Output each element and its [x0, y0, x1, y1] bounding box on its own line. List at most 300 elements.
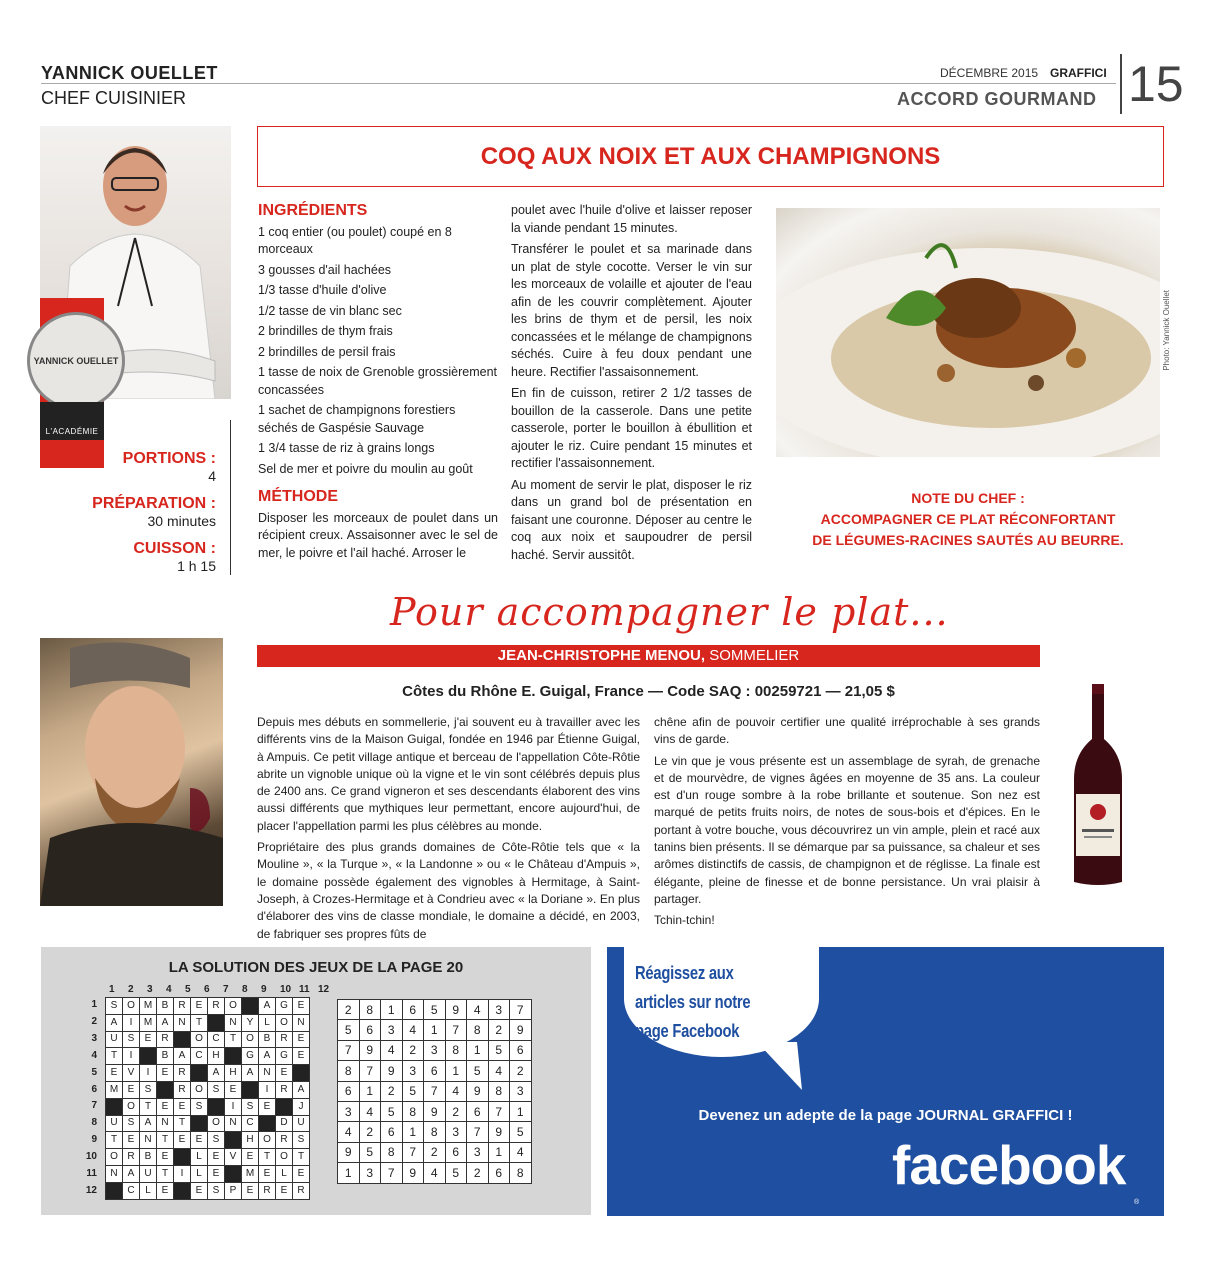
header-divider [41, 83, 1116, 84]
sudoku-cell: 1 [445, 1061, 467, 1081]
sudoku-cell: 1 [402, 1122, 424, 1142]
ingredient-item: 1/3 tasse d'huile d'olive [258, 283, 387, 297]
crossword-cell: G [276, 998, 293, 1015]
publication-name: GRAFFICI [1050, 66, 1107, 80]
crossword-cell: R [174, 998, 191, 1015]
crossword-cell: O [276, 1149, 293, 1166]
crossword-cell: C [191, 1048, 208, 1065]
crossword-cell: R [293, 1182, 310, 1199]
page-number: 15 [1120, 54, 1184, 114]
crossword-cell: A [242, 1065, 259, 1082]
crossword-block [208, 1098, 225, 1115]
wine-paragraph: Depuis mes débuts en sommellerie, j'ai souvent eu à travailler avec les différents vins de la Maison Guigal, fondée en 1946 par Étienne Guigal, à Ampuis. Ce petit village antique et berceau de l'appellation Côte-Rôtie abrite un vignoble unique où la vigne et le vin sont célébrés depuis plus de 2400 ans. Ce grand vigneron et ses descendants élaborent des vins aussi différents que mythiques leur permettant, encore aujourd'hui, de placer l'appellation parmi les plus célèbres au monde. [257, 715, 640, 833]
crossword-cell: O [123, 1098, 140, 1115]
sudoku-cell: 4 [445, 1081, 467, 1101]
crossword-cell: E [191, 998, 208, 1015]
crossword-cell: I [259, 1081, 276, 1098]
crossword-cell: N [293, 1014, 310, 1031]
crossword-cell: S [106, 998, 123, 1015]
crossword-cell: E [157, 1065, 174, 1082]
sudoku-cell: 5 [359, 1142, 381, 1162]
sudoku-cell: 7 [338, 1040, 360, 1060]
crossword-cell: S [123, 1031, 140, 1048]
facebook-question-line: Réagissez aux [635, 963, 734, 983]
sommelier-role: SOMMELIER [705, 647, 800, 664]
author-name: YANNICK OUELLET [41, 63, 218, 83]
crossword-cell: V [225, 1149, 242, 1166]
crossword-cell: U [293, 1115, 310, 1132]
ingredient-item: Sel de mer et poivre du moulin au goût [258, 461, 473, 476]
crossword-cell: E [276, 1182, 293, 1199]
prep-label: PRÉPARATION : [92, 495, 216, 512]
crossword-cell: R [276, 1031, 293, 1048]
sudoku-cell: 5 [467, 1061, 489, 1081]
crossword-cell: L [259, 1014, 276, 1031]
crossword-cell: E [157, 1182, 174, 1199]
sudoku-cell: 7 [359, 1061, 381, 1081]
sudoku-cell: 3 [359, 1163, 381, 1183]
crossword-row-number: 4 [91, 1049, 97, 1061]
crossword-cell: A [123, 1165, 140, 1182]
crossword-cell: R [174, 1065, 191, 1082]
dish-photo [776, 208, 1160, 457]
crossword-row-number: 11 [86, 1168, 97, 1179]
crossword-cell: R [174, 1081, 191, 1098]
crossword-cell: E [123, 1081, 140, 1098]
crossword-cell: S [140, 1081, 157, 1098]
crossword-block [140, 1048, 157, 1065]
crossword-cell: S [191, 1098, 208, 1115]
sudoku-cell: 1 [359, 1081, 381, 1101]
crossword-cell: D [276, 1115, 293, 1132]
crossword-cell: M [242, 1165, 259, 1182]
crossword-cell: P [225, 1182, 242, 1199]
crossword-block [174, 1031, 191, 1048]
crossword-row-number: 6 [91, 1083, 97, 1095]
facebook-cta[interactable]: Devenez un adepte de la page JOURNAL GRAFFICI ! [698, 1107, 1073, 1124]
crossword-block [225, 1132, 242, 1149]
prep-value: 30 minutes [147, 513, 216, 529]
crossword-cell: C [242, 1115, 259, 1132]
crossword-cell: E [242, 1182, 259, 1199]
crossword-row-number: 7 [91, 1100, 97, 1112]
crossword-cell: S [242, 1098, 259, 1115]
sudoku-cell: 3 [402, 1061, 424, 1081]
sudoku-cell: 7 [402, 1142, 424, 1162]
crossword-block [259, 1115, 276, 1132]
crossword-cell: Y [242, 1014, 259, 1031]
crossword-cell: E [174, 1098, 191, 1115]
crossword-cell: I [174, 1165, 191, 1182]
crossword-cell: E [174, 1132, 191, 1149]
crossword-block [174, 1182, 191, 1199]
crossword-cell: O [106, 1149, 123, 1166]
recipe-title: COQ AUX NOIX ET AUX CHAMPIGNONS [257, 126, 1164, 187]
sudoku-cell: 9 [359, 1040, 381, 1060]
crossword-cell: O [191, 1081, 208, 1098]
crossword-cell: E [293, 998, 310, 1015]
crossword-cell: S [123, 1115, 140, 1132]
chef-badge-logo: YANNICK OUELLET [27, 312, 125, 410]
crossword-cell: A [293, 1081, 310, 1098]
method-paragraph: Transférer le poulet et sa marinade dans un plat de style cocotte. Verser le vin sur les morceaux de volaille et ajouter de l'eau afin de les couvrir complètement. Ajouter les brins de thym et de persil, les noix concassées et le mélange de champignons séchés. Cuire à feu doux pendant une heure. Rectifier l'assaisonnement. [511, 242, 752, 379]
wine-column-2 [654, 714, 1040, 934]
sommelier-photo [40, 638, 223, 906]
photo-credit: Photo: Yannick Ouellet [1162, 290, 1171, 371]
sudoku-cell: 6 [402, 1000, 424, 1020]
crossword-cell: T [293, 1149, 310, 1166]
chef-note-line: ACCOMPAGNER CE PLAT RÉCONFORTANT [820, 511, 1116, 527]
sudoku-cell: 6 [510, 1040, 532, 1060]
sudoku-cell: 3 [381, 1020, 403, 1040]
ingredients-heading: INGRÉDIENTS [258, 202, 368, 219]
crossword-cell: I [123, 1048, 140, 1065]
crossword-cell: E [242, 1149, 259, 1166]
sudoku-cell: 9 [402, 1163, 424, 1183]
crossword-cell: E [123, 1132, 140, 1149]
crossword-block [293, 1065, 310, 1082]
crossword-cell: E [225, 1081, 242, 1098]
crossword-cell: H [242, 1132, 259, 1149]
crossword-column-number: 1 [109, 984, 115, 995]
sudoku-cell: 4 [381, 1040, 403, 1060]
facebook-ad[interactable] [607, 947, 1164, 1216]
crossword-row-number: 8 [91, 1117, 97, 1129]
crossword-cell: B [259, 1031, 276, 1048]
crossword-cell: U [106, 1115, 123, 1132]
crossword-cell: A [208, 1065, 225, 1082]
crossword-cell: S [208, 1081, 225, 1098]
crossword-cell: L [191, 1165, 208, 1182]
sudoku-cell: 1 [510, 1101, 532, 1121]
chef-note-line: DE LÉGUMES-RACINES SAUTÉS AU BEURRE. [812, 532, 1124, 548]
ingredient-item: 1/2 tasse de vin blanc sec [258, 303, 402, 318]
crossword-cell: T [106, 1048, 123, 1065]
crossword-cell: H [208, 1048, 225, 1065]
crossword-cell: O [191, 1031, 208, 1048]
ingredient-item: 1 tasse de noix de Grenoble grossièrement concassées [258, 365, 498, 397]
crossword-column-number: 11 [299, 984, 310, 995]
crossword-cell: G [276, 1048, 293, 1065]
crossword-cell: V [123, 1065, 140, 1082]
method-heading: MÉTHODE [258, 488, 338, 505]
crossword-column-number: 6 [204, 984, 210, 995]
chef-note-line: NOTE DU CHEF : [911, 490, 1025, 506]
facebook-question [635, 959, 750, 1046]
crossword-cell: T [174, 1115, 191, 1132]
sudoku-cell: 5 [338, 1020, 360, 1040]
sudoku-cell: 8 [445, 1040, 467, 1060]
crossword-cell: N [157, 1115, 174, 1132]
sudoku-cell: 1 [381, 1000, 403, 1020]
crossword-cell: T [106, 1132, 123, 1149]
crossword-column-number: 8 [242, 984, 248, 995]
portions-value: 4 [208, 468, 216, 484]
cook-label: CUISSON : [133, 540, 216, 557]
sudoku-cell: 2 [488, 1020, 510, 1040]
sudoku-cell: 8 [338, 1061, 360, 1081]
sudoku-cell: 9 [467, 1081, 489, 1101]
ingredient-item: 2 brindilles de persil frais [258, 344, 396, 359]
method-paragraph: poulet avec l'huile d'olive et laisser reposer la viande pendant 15 minutes. [511, 203, 752, 235]
sudoku-cell: 5 [381, 1101, 403, 1121]
sudoku-cell: 2 [424, 1142, 446, 1162]
ingredient-item: 1 sachet de champignons forestiers séchés de Gaspésie Sauvage [258, 403, 456, 435]
crossword-block [242, 1081, 259, 1098]
crossword-cell: T [157, 1132, 174, 1149]
meta-divider [230, 420, 231, 575]
crossword-cell: R [208, 998, 225, 1015]
crossword-row-number: 5 [91, 1066, 97, 1078]
crossword-cell: E [259, 1165, 276, 1182]
crossword-cell: J [293, 1098, 310, 1115]
sudoku-cell: 1 [488, 1142, 510, 1162]
crossword-cell: M [106, 1081, 123, 1098]
method-paragraph: Disposer les morceaux de poulet dans un récipient creux. Assaisonner avec le sel de mer, le poivre et l'ail haché. Arroser le [258, 510, 498, 560]
crossword-cell: O [123, 998, 140, 1015]
crossword-cell: A [259, 998, 276, 1015]
section-title: ACCORD GOURMAND [897, 89, 1097, 109]
crossword-block [191, 1065, 208, 1082]
crossword-cell: A [259, 1048, 276, 1065]
crossword-cell: I [225, 1098, 242, 1115]
crossword-column-number: 2 [128, 984, 134, 995]
crossword-cell: R [123, 1149, 140, 1166]
sudoku-cell: 9 [488, 1122, 510, 1142]
games-solution-panel [41, 947, 591, 1215]
sudoku-cell: 4 [424, 1163, 446, 1183]
wine-product-line: Côtes du Rhône E. Guigal, France — Code SAQ : 00259721 — 21,05 $ [402, 683, 895, 700]
crossword-cell: U [106, 1031, 123, 1048]
ingredient-item: 3 gousses d'ail hachées [258, 262, 392, 277]
sudoku-cell: 2 [467, 1163, 489, 1183]
crossword-cell: G [242, 1048, 259, 1065]
crossword-cell: R [276, 1132, 293, 1149]
games-title: LA SOLUTION DES JEUX DE LA PAGE 20 [168, 959, 464, 976]
sudoku-cell: 2 [510, 1061, 532, 1081]
sudoku-cell: 8 [424, 1122, 446, 1142]
facebook-question-line: page Facebook [635, 1021, 740, 1041]
crossword-cell: N [225, 1115, 242, 1132]
sommelier-name: JEAN-CHRISTOPHE MENOU, [497, 647, 706, 664]
crossword-cell: T [259, 1149, 276, 1166]
crossword-cell: E [208, 1165, 225, 1182]
sudoku-cell: 5 [510, 1122, 532, 1142]
crossword-cell: E [191, 1182, 208, 1199]
sommelier-bar [257, 645, 1040, 667]
crossword-column-number: 3 [147, 984, 153, 995]
crossword-cell: A [157, 1014, 174, 1031]
chef-note [776, 488, 1160, 551]
crossword-cell: L [140, 1182, 157, 1199]
crossword-cell: E [259, 1098, 276, 1115]
crossword-cell: O [242, 1031, 259, 1048]
ingredient-item: 1 3/4 tasse de riz à grains longs [258, 441, 435, 455]
sudoku-cell: 6 [424, 1061, 446, 1081]
sudoku-cell: 1 [338, 1163, 360, 1183]
method-paragraph: En fin de cuisson, retirer 2 1/2 tasses de bouillon de la casserole. Dans une petite casserole, porter le bouillon à ébullition et ajouter le riz. Cuire pendant 15 minutes et rectifier l'assaisonnement. [511, 386, 752, 470]
crossword-cell: L [276, 1165, 293, 1182]
sudoku-cell: 4 [359, 1101, 381, 1121]
crossword-row-number: 12 [85, 1184, 97, 1196]
ingredient-item: 2 brindilles de thym frais [258, 324, 393, 338]
crossword-cell: N [140, 1132, 157, 1149]
crossword-cell: C [208, 1031, 225, 1048]
sudoku-cell: 6 [338, 1081, 360, 1101]
sudoku-cell: 2 [402, 1040, 424, 1060]
crossword-cell: O [276, 1014, 293, 1031]
crossword-cell: R [276, 1081, 293, 1098]
crossword-column-number: 4 [166, 984, 172, 995]
crossword-grid [105, 997, 310, 1200]
crossword-cell: O [225, 998, 242, 1015]
sudoku-cell: 3 [510, 1081, 532, 1101]
sudoku-cell: 5 [402, 1081, 424, 1101]
wine-paragraph: chêne afin de pouvoir certifier une qualité irréprochable à ses grands vins de garde. [654, 715, 1040, 747]
sudoku-cell: 2 [381, 1081, 403, 1101]
crossword-cell: A [106, 1014, 123, 1031]
crossword-cell: E [293, 1165, 310, 1182]
sudoku-cell: 4 [402, 1020, 424, 1040]
sudoku-cell: 9 [510, 1020, 532, 1040]
sudoku-cell: 8 [467, 1020, 489, 1040]
crossword-cell: O [208, 1115, 225, 1132]
crossword-cell: B [140, 1149, 157, 1166]
crossword-cell: U [140, 1165, 157, 1182]
crossword-column-number: 12 [318, 984, 330, 995]
crossword-cell: N [225, 1014, 242, 1031]
sudoku-cell: 2 [359, 1122, 381, 1142]
crossword-cell: M [140, 998, 157, 1015]
sudoku-cell: 7 [381, 1163, 403, 1183]
crossword-column-number: 9 [261, 984, 267, 995]
facebook-question-line: articles sur notre [635, 992, 751, 1012]
crossword-cell: E [191, 1132, 208, 1149]
sudoku-cell: 3 [338, 1101, 360, 1121]
sudoku-cell: 9 [445, 1000, 467, 1020]
sudoku-cell: 6 [467, 1101, 489, 1121]
crossword-block [225, 1048, 242, 1065]
issue-date: DÉCEMBRE 2015 [940, 66, 1039, 80]
crossword-cell: T [157, 1165, 174, 1182]
wine-section-title: Pour accompagner le plat... [390, 590, 949, 634]
crossword-column-number: 10 [280, 984, 292, 995]
ingredient-item: 1 coq entier (ou poulet) coupé en 8 morceaux [258, 224, 452, 256]
crossword-cell: N [259, 1065, 276, 1082]
crossword-row-number: 2 [91, 1015, 97, 1027]
sudoku-cell: 7 [510, 1000, 532, 1020]
crossword-cell: R [259, 1182, 276, 1199]
crossword-cell: B [157, 1048, 174, 1065]
crossword-row-number: 1 [91, 999, 97, 1010]
sudoku-cell: 6 [445, 1142, 467, 1162]
bubble-tail-icon [747, 1042, 807, 1092]
sudoku-cell: 3 [488, 1000, 510, 1020]
crossword-cell: T [191, 1014, 208, 1031]
wine-column-1 [257, 714, 640, 947]
sudoku-cell: 2 [338, 1000, 360, 1020]
facebook-logo[interactable]: facebook [892, 1134, 1126, 1196]
crossword-block [106, 1098, 123, 1115]
crossword-cell: S [208, 1132, 225, 1149]
sudoku-cell: 5 [445, 1163, 467, 1183]
crossword-column-number: 5 [185, 984, 191, 995]
crossword-cell: R [157, 1031, 174, 1048]
crossword-cell: N [174, 1014, 191, 1031]
sudoku-cell: 8 [359, 1000, 381, 1020]
crossword-cell: E [106, 1065, 123, 1082]
crossword-cell: I [123, 1014, 140, 1031]
sudoku-cell: 3 [424, 1040, 446, 1060]
sudoku-cell: 3 [445, 1122, 467, 1142]
crossword-cell: S [293, 1132, 310, 1149]
sudoku-cell: 6 [359, 1020, 381, 1040]
sudoku-cell: 1 [467, 1040, 489, 1060]
crossword-block [191, 1115, 208, 1132]
crossword-block [208, 1014, 225, 1031]
wine-bottle-icon [1070, 684, 1126, 886]
sudoku-cell: 8 [510, 1163, 532, 1183]
sudoku-cell: 9 [381, 1061, 403, 1081]
sudoku-cell: 1 [424, 1020, 446, 1040]
crossword-cell: E [208, 1149, 225, 1166]
sudoku-cell: 7 [424, 1081, 446, 1101]
sudoku-cell: 4 [488, 1061, 510, 1081]
crossword-row-number: 9 [91, 1134, 97, 1146]
crossword-cell: E [140, 1031, 157, 1048]
crossword-cell: H [225, 1065, 242, 1082]
crossword-cell: A [140, 1115, 157, 1132]
portions-label: PORTIONS : [122, 450, 216, 467]
ingredients-list [258, 224, 498, 479]
crossword-cell: E [293, 1031, 310, 1048]
crossword-block [106, 1182, 123, 1199]
crossword-cell: M [140, 1014, 157, 1031]
crossword-cell: S [208, 1182, 225, 1199]
crossword-block [157, 1081, 174, 1098]
sudoku-cell: 9 [424, 1101, 446, 1121]
wine-paragraph: Propriétaire des plus grands domaines de Côte-Rôtie tels que « la Mouline », « la Turque », « la Landonne » ou « le Château d'Ampuis », le domaine possède également des vignobles à Hermitage, à Saint-Joseph, à Crozes-Hermitage et à Condrieu avec « la Doriane ». En plus d'élaborer des vins de classe mondiale, le domaine a décidé, en 2003, de fabriquer ses propres fûts de [257, 840, 640, 941]
crossword-cell: O [259, 1132, 276, 1149]
sudoku-cell: 6 [488, 1163, 510, 1183]
crossword-cell: T [140, 1098, 157, 1115]
sudoku-cell: 3 [467, 1142, 489, 1162]
method-column [511, 202, 752, 568]
sudoku-cell: 4 [467, 1000, 489, 1020]
crossword-cell: T [225, 1031, 242, 1048]
crossword-cell: N [106, 1165, 123, 1182]
crossword-column-number: 7 [223, 984, 229, 995]
wine-paragraph: Le vin que je vous présente est un assemblage de syrah, de grenache et de mourvèdre, de vignes âgées en moyenne de 35 ans. La couleur est d'un rouge sombre à la robe brillante et soutenue. Son nez est marqué de petits fruits noirs, de notes de sous-bois et d'épices. En le portant à votre bouche, vous découvrirez un vin ample, plein et racé aux tanins bien présents. Il se démarque par sa puissance, sa chaleur et ses arômes distinctifs de cassis, de champignon et de réglisse. La finale est élégante, pleine de finesse et de bonne persistance. Un vrai plaisir à partager. [654, 753, 1040, 906]
sudoku-cell: 5 [488, 1040, 510, 1060]
crossword-cell: E [157, 1098, 174, 1115]
sudoku-grid [337, 999, 532, 1184]
sudoku-cell: 4 [510, 1142, 532, 1162]
crossword-row-number: 10 [85, 1151, 97, 1163]
crossword-cell: L [191, 1149, 208, 1166]
sudoku-cell: 2 [445, 1101, 467, 1121]
crossword-block [174, 1149, 191, 1166]
sudoku-cell: 7 [445, 1020, 467, 1040]
method-paragraph: Au moment de servir le plat, disposer le riz dans un grand bol de présentation en faisant une couronne. Déposer au centre le coq aux noix et saupoudrer de persil haché. Servir aussitôt. [511, 477, 752, 562]
cook-value: 1 h 15 [177, 558, 216, 574]
crossword-cell: E [276, 1065, 293, 1082]
crossword-row-number: 3 [91, 1032, 97, 1044]
sudoku-cell: 8 [402, 1101, 424, 1121]
crossword-cell: E [293, 1048, 310, 1065]
crossword-block [225, 1165, 242, 1182]
crossword-cell: A [174, 1048, 191, 1065]
